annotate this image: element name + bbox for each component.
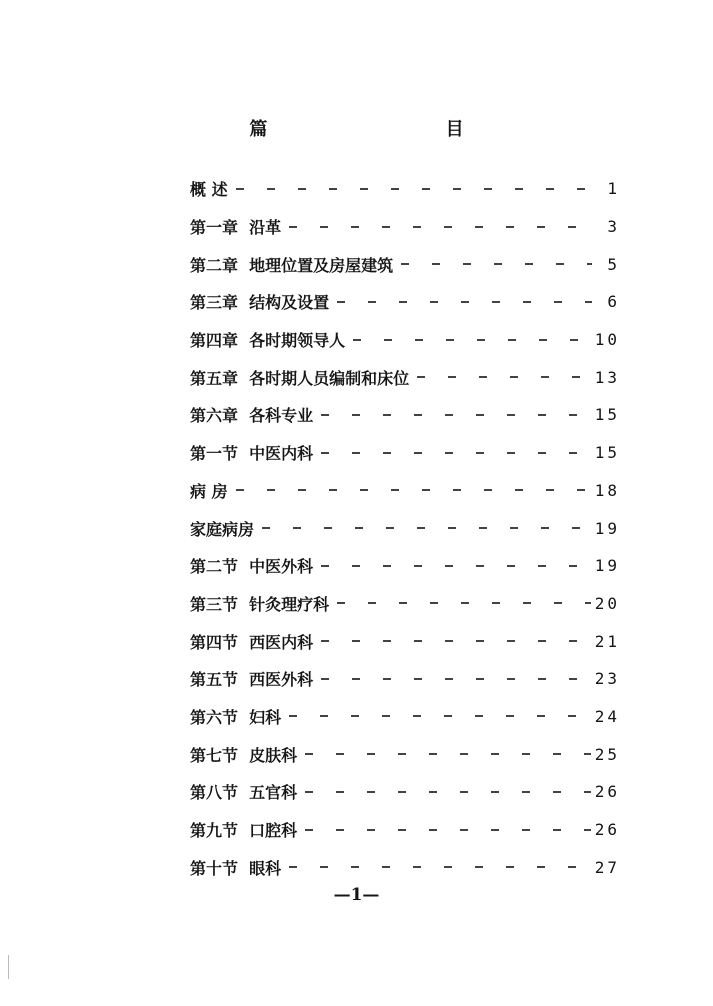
toc-entry-title: 第三章 结构及设置 bbox=[190, 290, 333, 313]
dot-leader bbox=[289, 866, 591, 869]
toc-entry-page: 24 bbox=[594, 706, 620, 726]
toc-entry-page: 25 bbox=[594, 744, 620, 764]
toc-entry bbox=[190, 396, 620, 434]
dot-leader bbox=[305, 828, 591, 831]
dot-leader bbox=[236, 187, 592, 190]
toc-entry bbox=[190, 811, 620, 849]
toc-entry-title: 第四章 各时期领导人 bbox=[190, 328, 349, 351]
dot-leader bbox=[401, 263, 592, 266]
toc-entry-title: 第十节 眼科 bbox=[190, 856, 285, 879]
toc-entry-title: 第三节 针灸理疗科 bbox=[190, 592, 333, 615]
toc-entry-page: 1 bbox=[596, 179, 620, 198]
toc-entry bbox=[190, 472, 620, 510]
toc-entry-title: 第六节 妇科 bbox=[190, 705, 285, 728]
dot-leader bbox=[321, 413, 591, 416]
toc-entry-page: 26 bbox=[594, 782, 620, 802]
toc-entry bbox=[190, 585, 620, 623]
toc-entry-title: 病 房 bbox=[190, 479, 232, 502]
toc-entry-page: 23 bbox=[594, 669, 620, 689]
toc-entry bbox=[190, 208, 620, 246]
dot-leader bbox=[262, 527, 591, 530]
toc-entry-page: 27 bbox=[594, 857, 620, 877]
dot-leader bbox=[417, 376, 591, 379]
toc-entry-page: 19 bbox=[594, 556, 620, 576]
margin-mark bbox=[8, 955, 9, 979]
toc-entry bbox=[190, 170, 620, 208]
toc-entry-title: 第四节 西医内科 bbox=[190, 630, 317, 653]
toc-entry-page: 13 bbox=[594, 367, 620, 387]
toc-entry bbox=[190, 660, 620, 698]
page-title: 篇 目 bbox=[249, 119, 550, 140]
toc-entry bbox=[190, 245, 620, 283]
toc-entry bbox=[190, 773, 620, 811]
dot-leader bbox=[337, 602, 591, 605]
dot-leader bbox=[305, 753, 591, 756]
toc-entry-page: 3 bbox=[596, 217, 620, 236]
dot-leader bbox=[321, 677, 591, 680]
toc-entry-title: 家庭病房 bbox=[190, 517, 258, 540]
page-number: —1— bbox=[333, 885, 380, 905]
toc-entry-title: 第九节 口腔科 bbox=[190, 818, 301, 841]
toc-entry-page: 15 bbox=[594, 405, 620, 425]
toc-entry-title: 第六章 各科专业 bbox=[190, 403, 317, 426]
toc-entry-page: 15 bbox=[594, 443, 620, 463]
toc-entry bbox=[190, 358, 620, 396]
toc-entry bbox=[190, 509, 620, 547]
toc-entry-page: 10 bbox=[594, 330, 620, 350]
dot-leader bbox=[305, 790, 591, 793]
toc-entry bbox=[190, 735, 620, 773]
dot-leader bbox=[289, 715, 591, 718]
toc-entry-page: 26 bbox=[594, 820, 620, 840]
toc-entry-title: 第七节 皮肤科 bbox=[190, 743, 301, 766]
dot-leader bbox=[236, 489, 591, 492]
toc-entry-title: 第一节 中医内科 bbox=[190, 441, 317, 464]
toc-entry-page: 20 bbox=[594, 593, 620, 613]
toc-entry bbox=[190, 547, 620, 585]
toc-entry-page: 19 bbox=[594, 518, 620, 538]
dot-leader bbox=[321, 451, 591, 454]
toc-entry-title: 第一章 沿革 bbox=[190, 215, 285, 238]
dot-leader bbox=[321, 564, 591, 567]
toc-entry bbox=[190, 434, 620, 472]
toc-entry-title: 第二节 中医外科 bbox=[190, 554, 317, 577]
toc-entry-page: 6 bbox=[596, 292, 620, 311]
toc-entry-title: 第五章 各时期人员编制和床位 bbox=[190, 366, 413, 389]
dot-leader bbox=[353, 338, 591, 341]
dot-leader bbox=[337, 300, 592, 303]
toc-entry bbox=[190, 848, 620, 886]
toc-entry bbox=[190, 622, 620, 660]
toc-entry-title: 第八节 五官科 bbox=[190, 780, 301, 803]
toc-entry-page: 5 bbox=[596, 255, 620, 274]
toc-entry-page: 18 bbox=[594, 480, 620, 500]
toc-entry-title: 第二章 地理位置及房屋建筑 bbox=[190, 253, 397, 276]
toc-entry-title: 概 述 bbox=[190, 177, 232, 200]
dot-leader bbox=[321, 640, 591, 643]
toc-entry-page: 21 bbox=[594, 631, 620, 651]
toc-entry bbox=[190, 321, 620, 359]
toc-entry bbox=[190, 698, 620, 736]
dot-leader bbox=[289, 225, 592, 228]
toc-entry-title: 第五节 西医外科 bbox=[190, 667, 317, 690]
toc-entry bbox=[190, 283, 620, 321]
table-of-contents bbox=[190, 170, 620, 886]
